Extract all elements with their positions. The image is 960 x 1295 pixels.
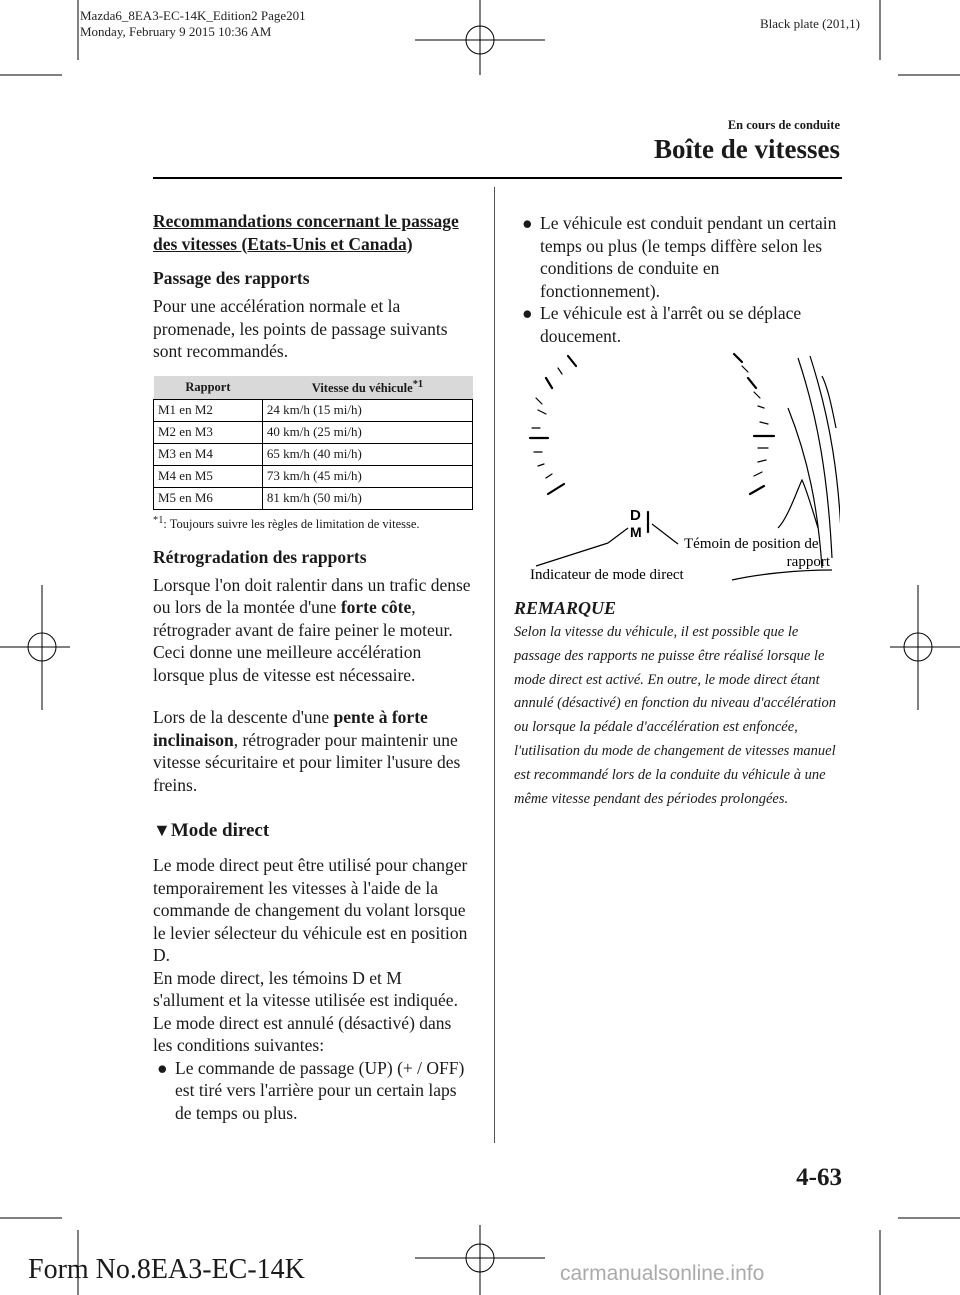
- chapter-label: En cours de conduite: [727, 118, 840, 132]
- print-meta-line2: Monday, February 9 2015 10:36 AM: [80, 24, 272, 39]
- remark-text: Selon la vitesse du véhicule, il est possible que le passage des rapports ne puisse être réalisé lorsque le mode direct est activé. En outre, le mode direct étant annulé (désactivé) en fonction du niveau d'accélération ou lorsque la pédale d'accélération est enfoncée, l'utilisation du mode de changement de vitesses manuel est recommandé lors de la conduite du véhicule à une même vitesse pendant des périodes prolongées.: [514, 624, 836, 807]
- table-row: M4 en M5 73 km/h (45 mi/h): [154, 465, 473, 487]
- plate-label: Black plate (201,1): [760, 16, 860, 31]
- print-meta-line1: Mazda6_8EA3-EC-14K_Edition2 Page201: [80, 8, 306, 23]
- left-column: [153, 210, 475, 1124]
- header-rule: [153, 177, 842, 179]
- watermark: carmanualsonline.info: [560, 1262, 765, 1285]
- upshift-paragraph: Pour une accélération normale et la promenade, les points de passage suivants sont recommandés.: [153, 296, 448, 361]
- table-row: M3 en M4 65 km/h (40 mi/h): [154, 443, 473, 465]
- upshift-subheading: Passage des rapports: [153, 268, 310, 288]
- bullet-icon: ●: [157, 1057, 168, 1078]
- remark-block: [514, 598, 844, 811]
- direct-mode-heading: ▼Mode direct: [153, 820, 270, 842]
- print-meta: [80, 8, 306, 40]
- direct-mode-diagram: [518, 348, 840, 588]
- list-item: ● Le commande de passage (UP) (+ / OFF) est tiré vers l'arrière pour un certain laps de temps ou plus.: [157, 1057, 465, 1123]
- list-item: ● Le véhicule est à l'arrêt ou se déplace doucement.: [522, 303, 802, 346]
- column-divider: [494, 187, 495, 1143]
- right-column: [518, 212, 842, 347]
- page-number: 4-63: [796, 1164, 842, 1191]
- table-row: M2 en M3 40 km/h (25 mi/h): [154, 421, 473, 443]
- downshift-paragraph-2: Lors de la descente d'une pente à forte inclinaison, rétrograder pour maintenir une vitesse sécuritaire et pour limiter l'usure des freins.: [153, 707, 461, 795]
- shift-recommendations-heading: Recommandations concernant le passage des vitesses (Etats-Unis et Canada): [153, 211, 459, 254]
- direct-mode-indicator-label: Indicateur de mode direct: [530, 567, 684, 583]
- table-row: M5 en M6 81 km/h (50 mi/h): [154, 487, 473, 509]
- list-item: ● Le véhicule est conduit pendant un certain temps ou plus (le temps diffère selon les conditions de conduite en fonctionnement).: [522, 213, 837, 301]
- downshift-subheading: Rétrogradation des rapports: [153, 546, 367, 567]
- table-footnote: $^{*1}$: Toujours suivre les règles de limitation de vitesse.: [153, 514, 420, 531]
- bullet-icon: ●: [522, 303, 533, 323]
- triangle-marker-icon: ▼: [153, 820, 171, 841]
- m-indicator-glyph: M: [630, 524, 642, 540]
- downshift-paragraph-1: Lorsque l'on doit ralentir dans un trafic dense ou lors de la montée d'une forte côte, rétrograder avant de faire peiner le moteur. Ceci donne une meilleure accélération lorsque plus de vitesse est nécessaire.: [153, 574, 471, 685]
- gear-position-label-line2: rapport: [786, 554, 830, 570]
- table-row: M1 en M2 24 km/h (15 mi/h): [154, 399, 473, 421]
- remark-heading: REMARQUE: [514, 598, 617, 618]
- gear-position-label-line1: Témoin de position de: [684, 536, 819, 552]
- shift-speed-table: [153, 376, 473, 510]
- direct-mode-indicators: En mode direct, les témoins D et M s'allument et la vitesse utilisée est indiquée.: [153, 967, 458, 1011]
- direct-mode-paragraph: Le mode direct peut être utilisé pour changer temporairement les vitesses à l'aide de la commande de changement du volant lorsque le levier sélecteur du véhicule est en position D.: [153, 855, 468, 966]
- form-number: Form No.8EA3-EC-14K: [28, 1254, 305, 1285]
- bullet-icon: ●: [522, 213, 533, 233]
- section-title: Boîte de vitesses: [654, 134, 840, 164]
- d-indicator-glyph: D: [630, 507, 641, 524]
- direct-mode-cancel: Le mode direct est annulé (désactivé) dans les conditions suivantes:: [153, 1012, 452, 1056]
- table-header-speed: Vitesse du véhicule$^{*1}$: [262, 376, 472, 400]
- table-header-gear: Rapport: [154, 376, 263, 400]
